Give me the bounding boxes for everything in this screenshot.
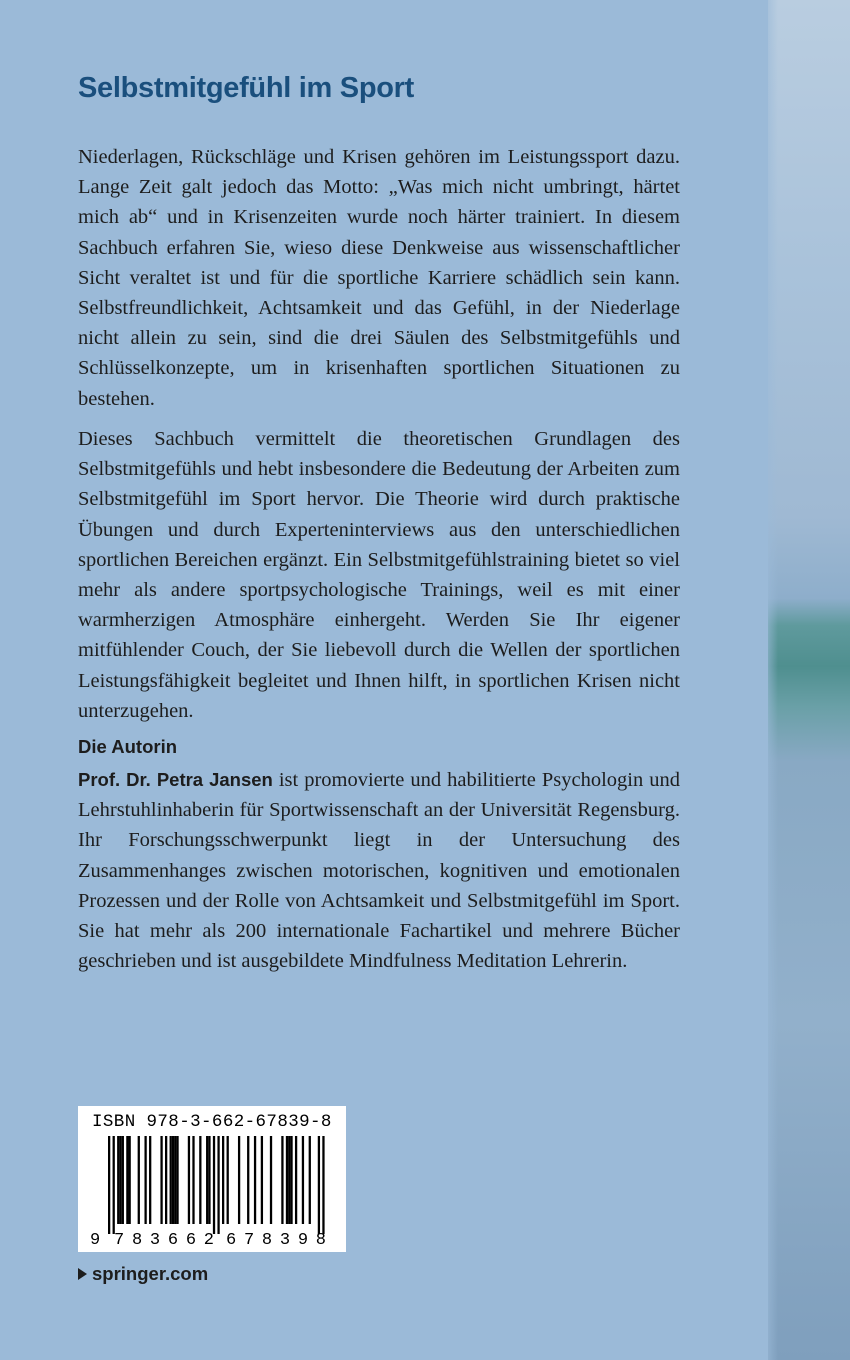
barcode-bar bbox=[288, 1136, 290, 1224]
barcode-bar bbox=[122, 1136, 124, 1224]
barcode-bar bbox=[199, 1136, 201, 1224]
barcode-bar bbox=[117, 1136, 119, 1224]
barcode-bar bbox=[138, 1136, 140, 1224]
barcode-bar bbox=[318, 1136, 320, 1234]
arrow-right-icon bbox=[78, 1268, 87, 1280]
barcode-bar bbox=[254, 1136, 256, 1224]
isbn-barcode bbox=[78, 1106, 346, 1252]
barcode-bar bbox=[108, 1136, 110, 1234]
barcode-bar bbox=[295, 1136, 297, 1224]
isbn-label: ISBN 978-3-662-67839-8 bbox=[92, 1112, 332, 1132]
barcode-graphic bbox=[78, 1106, 346, 1252]
barcode-bar bbox=[213, 1136, 215, 1234]
barcode-bar bbox=[227, 1136, 229, 1224]
barcode-bar bbox=[322, 1136, 324, 1234]
barcode-right-digits: 678398 bbox=[226, 1231, 326, 1250]
barcode-bar bbox=[281, 1136, 283, 1224]
publisher-link[interactable] bbox=[78, 1263, 208, 1285]
barcode-bar bbox=[170, 1136, 172, 1224]
author-heading: Die Autorin bbox=[78, 736, 178, 757]
barcode-bar bbox=[174, 1136, 176, 1224]
description-paragraph-1: Niederlagen, Rückschläge und Krisen gehören im Leistungssport dazu. Lange Zeit galt jedoch das Motto: „Was mich nicht umbringt, härtet mich ab“ und in Krisenzeiten wurde noch härter trainiert. In diesem Sachbuch erfahren Sie, wieso diese Denkweise aus wissenschaftlicher Sicht veraltet ist und für die sportliche Karriere schädlich sein kann. Selbstfreundlichkeit, Achtsamkeit und das Gefühl, in der Niederlage nicht allein zu sein, sind die drei Säulen des Selbstmitgefühls und Schlüsselkonzepte, um in krisenhaften sportlichen Situationen zu bestehen. bbox=[78, 146, 680, 410]
barcode-bar bbox=[165, 1136, 167, 1224]
barcode-bar bbox=[290, 1136, 292, 1224]
author-name: Prof. Dr. Petra Jansen bbox=[78, 769, 273, 790]
barcode-bar bbox=[238, 1136, 240, 1224]
barcode-left-digits: 783662 bbox=[114, 1231, 214, 1250]
book-title: Selbstmitgefühl im Sport bbox=[78, 72, 414, 104]
barcode-bar bbox=[302, 1136, 304, 1224]
barcode-bar bbox=[192, 1136, 194, 1224]
barcode-bar bbox=[270, 1136, 272, 1224]
barcode-bar bbox=[119, 1136, 121, 1224]
barcode-bar bbox=[286, 1136, 288, 1224]
author-bio-paragraph bbox=[78, 765, 680, 976]
barcode-bar bbox=[149, 1136, 151, 1224]
barcode-bar bbox=[176, 1136, 178, 1224]
barcode-first-digit: 9 bbox=[90, 1231, 101, 1250]
cover-photo-strip bbox=[768, 0, 850, 1360]
barcode-bar bbox=[172, 1136, 174, 1224]
barcode-bar bbox=[208, 1136, 210, 1224]
publisher-url: springer.com bbox=[92, 1263, 209, 1284]
barcode-bar bbox=[309, 1136, 311, 1224]
barcode-bar bbox=[126, 1136, 128, 1224]
barcode-bar bbox=[217, 1136, 219, 1234]
barcode-bar bbox=[129, 1136, 131, 1224]
barcode-bar bbox=[261, 1136, 263, 1224]
barcode-bar bbox=[188, 1136, 190, 1224]
barcode-bar bbox=[160, 1136, 162, 1224]
barcode-bar bbox=[144, 1136, 146, 1224]
barcode-bar bbox=[206, 1136, 208, 1224]
author-bio: ist promovierte und habilitierte Psychologin und Lehrstuhlinhaberin für Sportwissenschaft an der Universität Regensburg. Ihr Forschungsschwerpunkt liegt in der Untersuchung des Zusammenhanges zwischen motorischen, kognitiven und emotionalen Prozessen und der Rolle von Achtsamkeit und Selbstmitgefühl im Sport. Sie hat mehr als 200 internationale Fachartikel und mehrere Bücher geschrieben und ist ausgebildete Mindfulness Meditation Lehrerin. bbox=[78, 769, 680, 973]
barcode-bar bbox=[222, 1136, 224, 1224]
barcode-bar bbox=[113, 1136, 115, 1234]
barcode-bar bbox=[247, 1136, 249, 1224]
description-paragraph-2: Dieses Sachbuch vermittelt die theoretischen Grundlagen des Selbstmitgefühls und hebt insbesondere die Bedeutung der Arbeiten zum Selbstmitgefühl im Sport hervor. Die Theorie wird durch praktische Übungen und durch Experteninterviews aus den unterschiedlichen sportlichen Bereichen ergänzt. Ein Selbstmitgefühlstraining bietet so viel mehr als andere sportpsychologische Trainings, weil es mit einer warmherzigen Atmosphäre einhergeht. Werden Sie Ihr eigener mitfühlender Couch, der Sie liebevoll durch die Wellen der sportlichen Leistungsfähigkeit begleitet und Ihnen hilft, in sportlichen Krisen nicht unterzugehen. bbox=[78, 428, 680, 722]
